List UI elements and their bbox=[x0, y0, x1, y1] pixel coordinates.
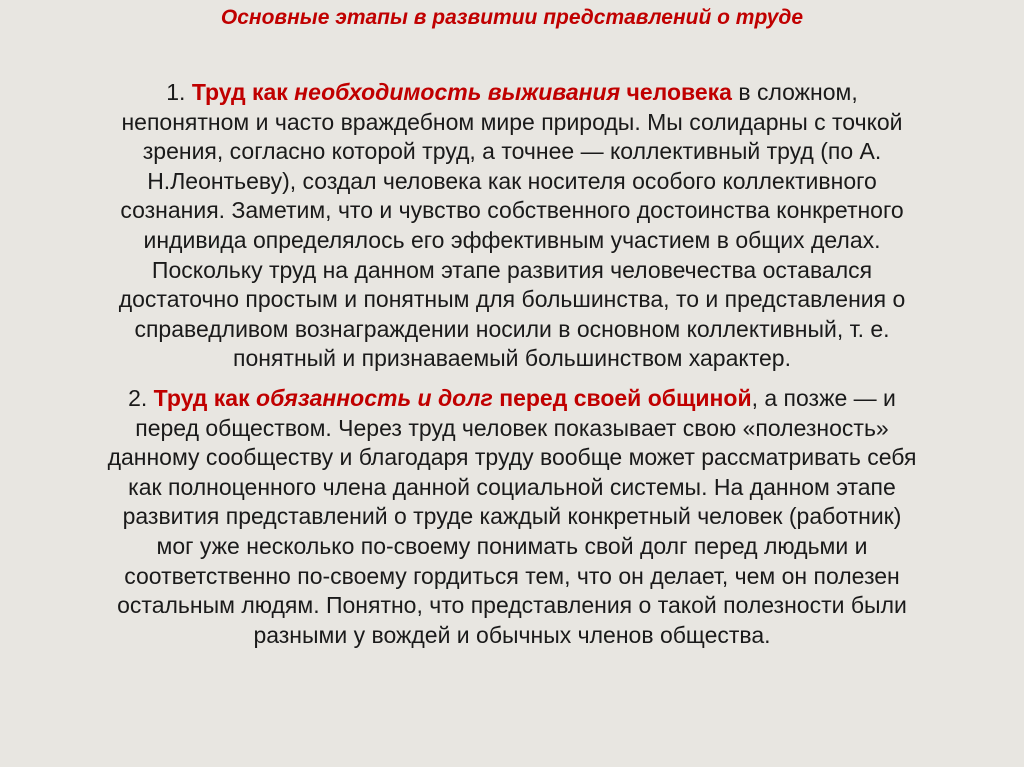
stage-2-line-6: соответственно по-своему гордиться тем, что он делает, чем он полезен bbox=[124, 562, 900, 589]
stage-2-paragraph bbox=[0, 384, 1024, 650]
stage-1-number: 1. bbox=[166, 79, 186, 105]
stage-1-line-4: сознания. Заметим, что и чувство собственного достоинства конкретного bbox=[120, 197, 904, 224]
stage-1-heading-part-c: человека bbox=[626, 79, 732, 105]
stage-1-line-2: зрения, согласно которой труд, а точнее — коллективный труд (по А. bbox=[142, 138, 882, 165]
stage-2-line-0: , а позже — и bbox=[751, 385, 896, 411]
stage-2-line-7: остальным людям. Понятно, что представления о такой полезности были bbox=[117, 592, 907, 619]
stage-1-line-7: достаточно простым и понятным для большинства, то и представления о bbox=[118, 286, 906, 313]
stage-2-line-3: как полноценного члена данной социальной системы. На данном этапе bbox=[128, 473, 896, 500]
stage-2-line-2: данному сообществу и благодаря труду вообще может рассматривать себя bbox=[107, 444, 917, 471]
stage-2-line-4: развития представлений о труде каждый конкретный человек (работник) bbox=[122, 503, 902, 530]
stage-2-line-8: разными у вождей и обычных членов общества. bbox=[253, 621, 771, 648]
stage-1-line-1: непонятном и часто враждебном мире природы. Мы солидарны с точкой bbox=[121, 108, 903, 135]
stage-2-first-line bbox=[0, 384, 1024, 414]
stage-1-line-0: в сложном, bbox=[731, 79, 858, 105]
stage-2-line-5: мог уже несколько по-своему понимать свой долг перед людьми и bbox=[156, 532, 868, 559]
stage-2-heading-part-a: Труд как bbox=[153, 385, 250, 411]
stage-1-line-6: Поскольку труд на данном этапе развития человечества оставался bbox=[151, 256, 873, 283]
stage-1-line-9: понятный и признаваемый большинством характер. bbox=[233, 345, 791, 372]
stage-1-heading-part-a: Труд как bbox=[191, 79, 288, 105]
stage-2-heading-part-b: обязанность и долг bbox=[256, 385, 493, 411]
stage-1-paragraph bbox=[0, 78, 1024, 374]
stage-1-line-8: справедливом вознаграждении носили в основном коллективный, т. е. bbox=[134, 315, 890, 342]
stage-2-line-1: перед обществом. Через труд человек показывает свою «полезность» bbox=[135, 414, 889, 441]
stage-2-number: 2. bbox=[128, 385, 148, 411]
stage-1-heading-part-b: необходимость выживания bbox=[294, 79, 621, 105]
slide-title: Основные этапы в развитии представлений о труде bbox=[220, 6, 804, 29]
stage-1-line-3: Н.Леонтьеву), создал человека как носителя особого коллективного bbox=[147, 167, 877, 194]
stage-1-line-5: индивида определялось его эффективным участием в общих делах. bbox=[143, 226, 881, 253]
stage-2-heading-part-c: перед своей общиной bbox=[499, 385, 752, 411]
stage-1-first-line bbox=[0, 78, 1024, 108]
